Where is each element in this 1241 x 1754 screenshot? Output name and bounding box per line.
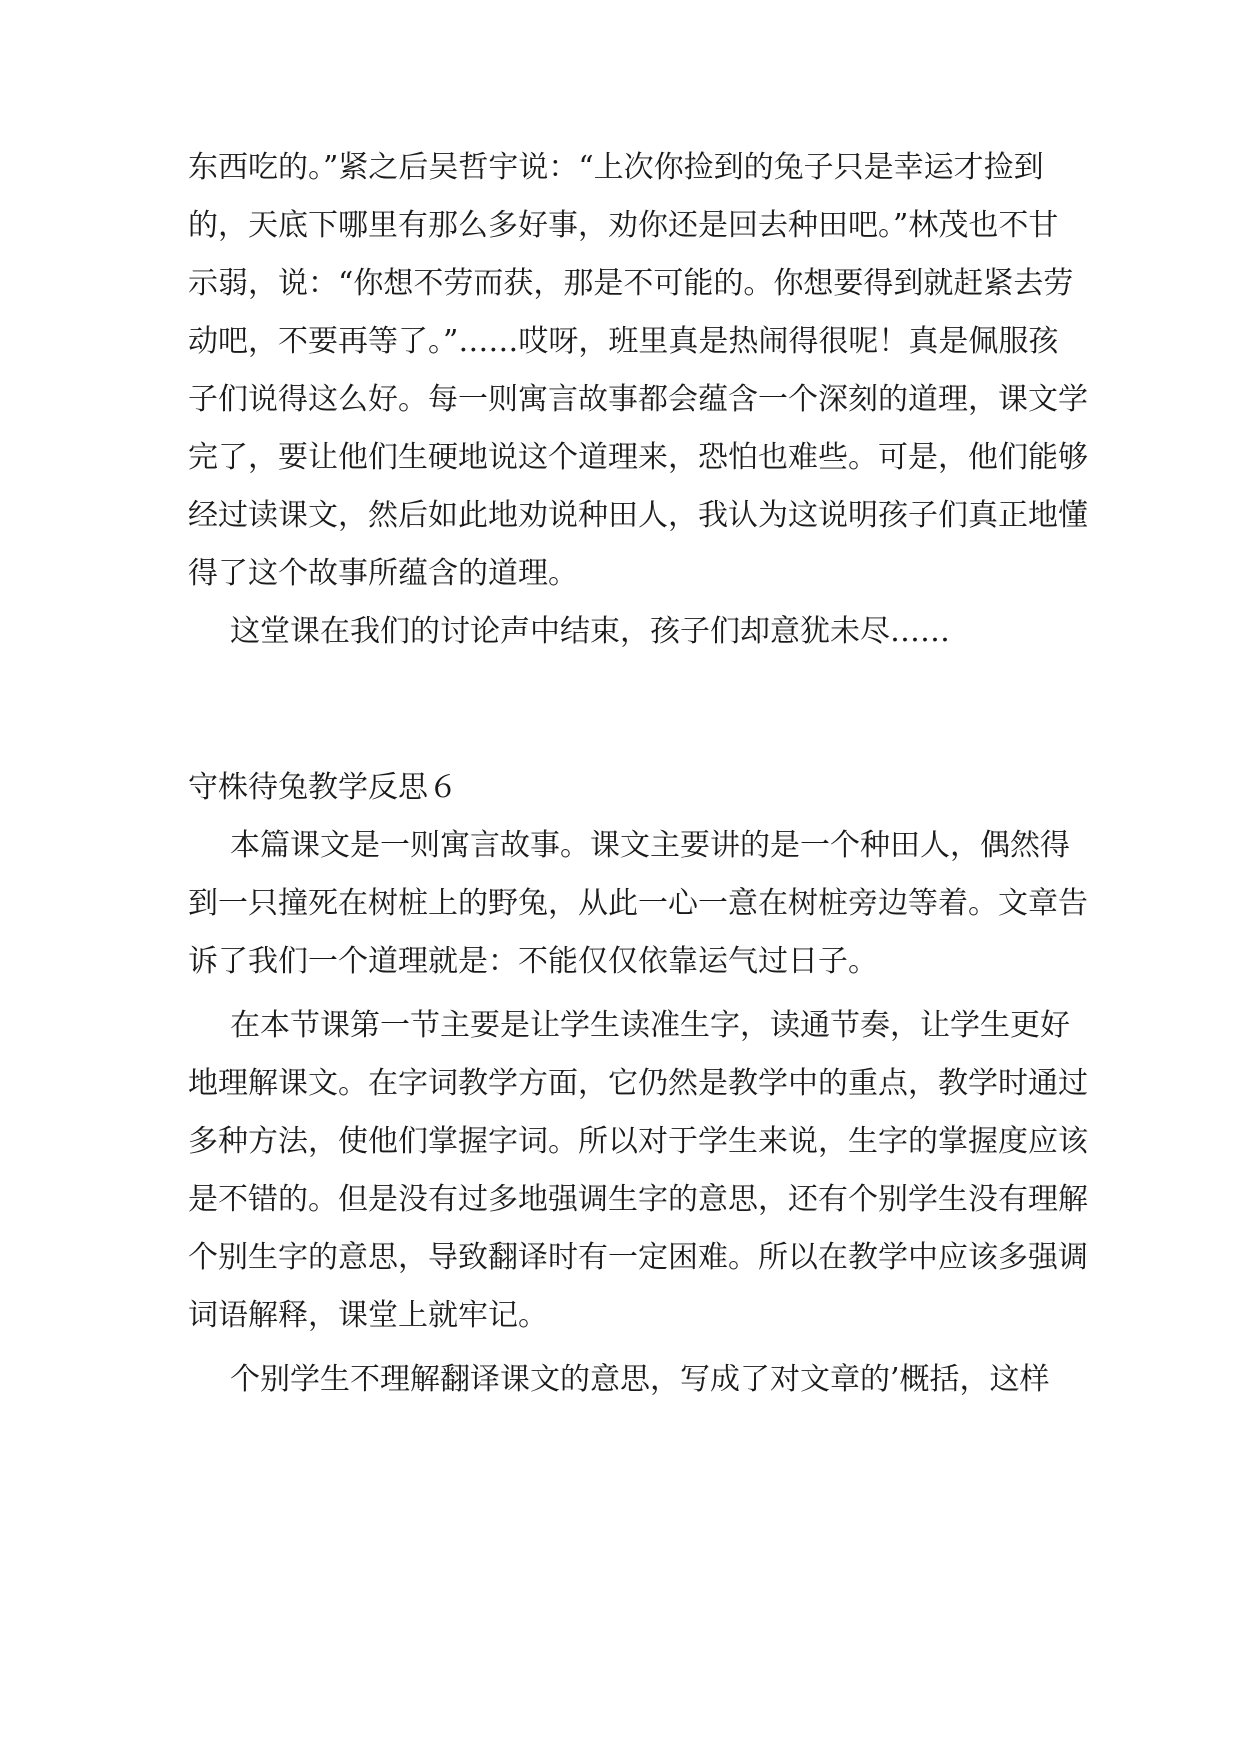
- text-line: 得了这个故事所蕴含的道理。: [188, 556, 578, 591]
- text-line: 本篇课文是一则寓言故事。课文主要讲的是一个种田人，偶然得: [230, 828, 1070, 863]
- text-line: 在本节课第一节主要是让学生读准生字，读通节奏，让学生更好: [230, 1008, 1070, 1043]
- closing-line: 这堂课在我们的讨论声中结束，孩子们却意犹未尽……: [230, 614, 950, 649]
- text-line: 东西吃的。”紧之后吴哲宇说：“上次你捡到的兔子只是幸运才捡到: [188, 150, 1044, 185]
- text-line: 动吧，不要再等了。”……哎呀，班里真是热闹得很呢！真是佩服孩: [188, 324, 1059, 359]
- text-line: 地理解课文。在字词教学方面，它仍然是教学中的重点，教学时通过: [188, 1066, 1088, 1101]
- section-title: 守株待兔教学反思６: [188, 770, 458, 805]
- text-line: 子们说得这么好。每一则寓言故事都会蕴含一个深刻的道理，课文学: [188, 382, 1088, 417]
- text-line: 示弱，说：“你想不劳而获，那是不可能的。你想要得到就赶紧去劳: [188, 266, 1074, 301]
- text-line: 到一只撞死在树桩上的野兔，从此一心一意在树桩旁边等着。文章告: [188, 886, 1088, 921]
- text-line: 完了，要让他们生硬地说这个道理来，恐怕也难些。可是，他们能够: [188, 440, 1088, 475]
- text-line: 的，天底下哪里有那么多好事，劝你还是回去种田吧。”林茂也不甘: [188, 208, 1059, 243]
- text-line: 个别学生不理解翻译课文的意思，写成了对文章的’概括，这样: [230, 1362, 1050, 1397]
- text-line: 经过读课文，然后如此地劝说种田人，我认为这说明孩子们真正地懂: [188, 498, 1088, 533]
- text-line: 个别生字的意思，导致翻译时有一定困难。所以在教学中应该多强调: [188, 1240, 1088, 1275]
- text-line: 诉了我们一个道理就是：不能仅仅依靠运气过日子。: [188, 944, 878, 979]
- text-line: 多种方法，使他们掌握字词。所以对于学生来说，生字的掌握度应该: [188, 1124, 1088, 1159]
- text-line: 词语解释，课堂上就牢记。: [188, 1298, 548, 1333]
- text-line: 是不错的。但是没有过多地强调生字的意思，还有个别学生没有理解: [188, 1182, 1088, 1217]
